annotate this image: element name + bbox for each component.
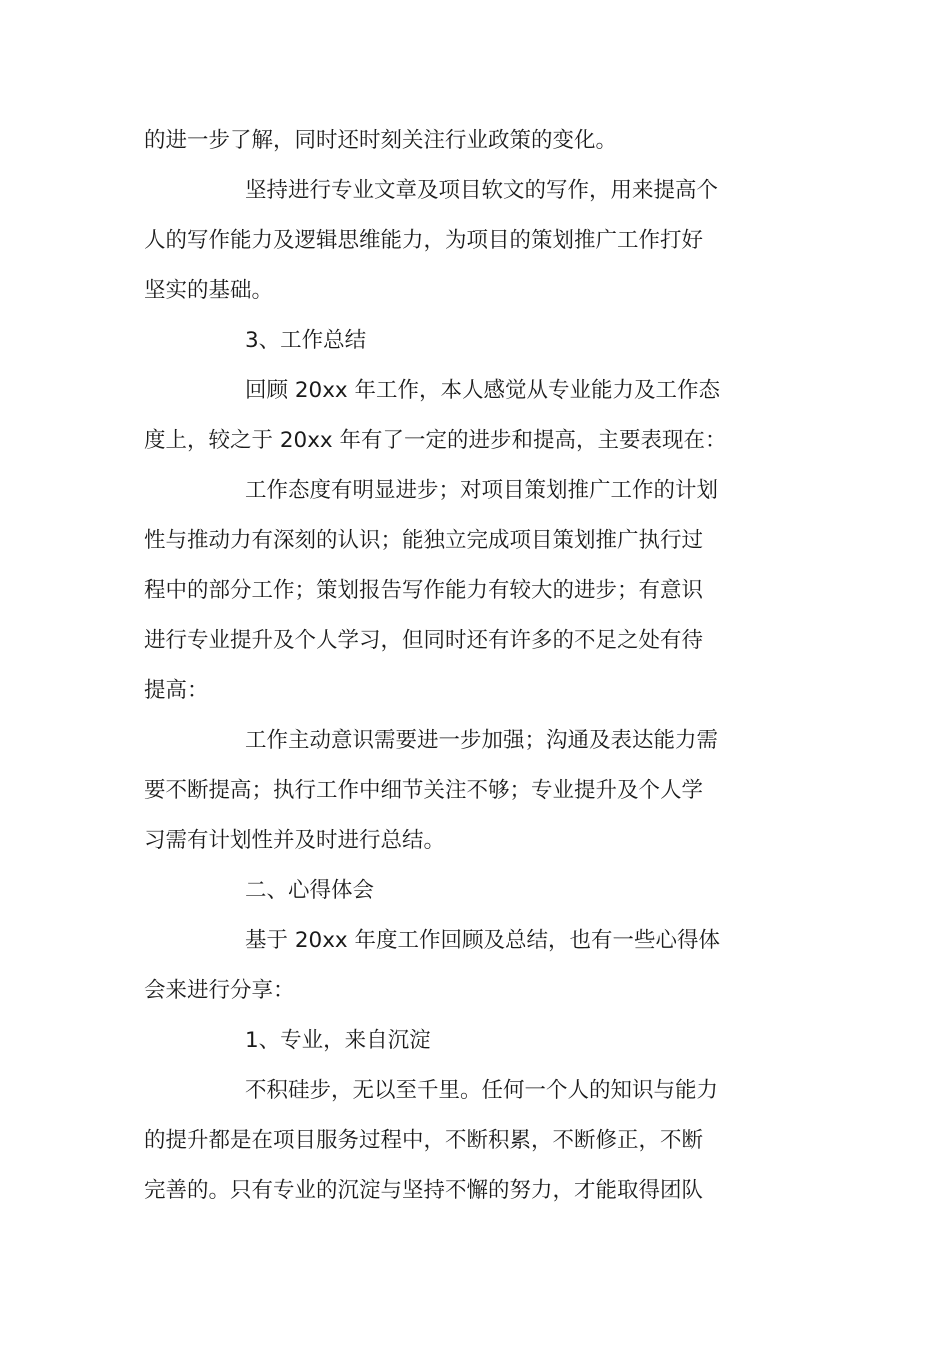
text-line: 性与推动力有深刻的认识；能独立完成项目策划推广执行过 <box>144 528 704 553</box>
text-line: 会来进行分享： <box>144 978 295 1003</box>
text-line: 的提升都是在项目服务过程中，不断积累，不断修正，不断 <box>144 1128 704 1153</box>
text-line: 完善的。只有专业的沉淀与坚持不懈的努力，才能取得团队 <box>144 1178 704 1203</box>
text-line: 提高： <box>144 678 209 703</box>
text-line: 基于 20xx 年度工作回顾及总结，也有一些心得体 <box>245 928 720 953</box>
section-heading: 二、心得体会 <box>245 878 375 903</box>
text-line: 工作态度有明显进步；对项目策划推广工作的计划 <box>245 478 719 503</box>
text-line: 要不断提高；执行工作中细节关注不够；专业提升及个人学 <box>144 778 704 803</box>
text-line: 人的写作能力及逻辑思维能力，为项目的策划推广工作打好 <box>144 228 704 253</box>
text-line: 程中的部分工作；策划报告写作能力有较大的进步；有意识 <box>144 578 704 603</box>
text-line: 进行专业提升及个人学习，但同时还有许多的不足之处有待 <box>144 628 704 653</box>
text-line: 工作主动意识需要进一步加强；沟通及表达能力需 <box>245 728 719 753</box>
section-heading: 3、工作总结 <box>245 328 367 353</box>
text-line: 度上，较之于 20xx 年有了一定的进步和提高，主要表现在： <box>144 428 727 453</box>
text-line: 坚持进行专业文章及项目软文的写作，用来提高个 <box>245 178 719 203</box>
text-line: 不积硅步，无以至千里。任何一个人的知识与能力 <box>245 1078 719 1103</box>
text-line: 习需有计划性并及时进行总结。 <box>144 828 446 853</box>
body-text <box>144 116 784 1216</box>
text-line: 的进一步了解，同时还时刻关注行业政策的变化。 <box>144 128 618 153</box>
section-heading: 1、专业，来自沉淀 <box>245 1028 431 1053</box>
text-line: 坚实的基础。 <box>144 278 274 303</box>
text-line: 回顾 20xx 年工作，本人感觉从专业能力及工作态 <box>245 378 720 403</box>
